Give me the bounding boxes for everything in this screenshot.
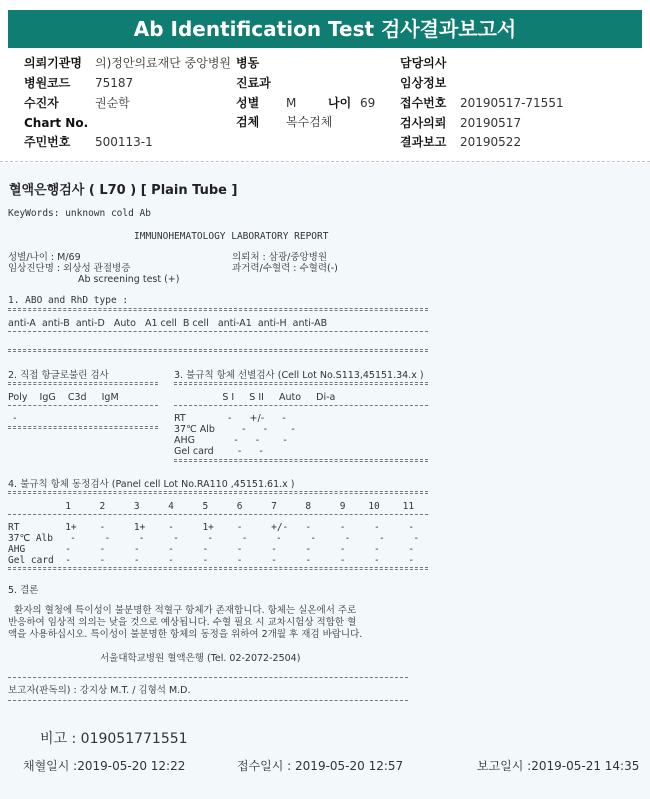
panel-row-gel: Gel card - - - - - - - - - - -: [8, 555, 415, 566]
panel-row-alb: 37℃ Alb - - - - - - - - - - -: [8, 533, 420, 544]
rule: [8, 308, 428, 311]
id-label: 주민번호: [24, 135, 71, 149]
chart-no-label: Chart No.: [24, 116, 89, 130]
reported-time: 보고일시 :2019-05-21 14:35: [477, 759, 640, 773]
institution-value: 의)정안의료재단 중앙병원: [95, 56, 232, 70]
receipt-no-label: 접수번호: [400, 96, 447, 110]
screening-columns: S I S II Auto Di-a: [174, 392, 336, 403]
rule: [8, 700, 408, 701]
reporter: 보고자(판독의) : 강지상 M.T. / 김형석 M.D.: [8, 685, 191, 696]
lab-contact: 서울대학교병원 혈액은행 (Tel. 02-2072-2504): [100, 653, 301, 664]
rule: [8, 349, 428, 352]
diagnosis: 임상진단명 : 외상성 관절병증: [8, 263, 131, 274]
collected-time: 채혈일시 :2019-05-20 12:22: [23, 759, 186, 773]
conclusion-line-1: 환자의 혈청에 특이성이 불분명한 적혈구 항체가 존재합니다. 항체는 실온에서 주로: [8, 605, 357, 616]
screening-row-gel: Gel card - -: [174, 446, 263, 457]
remark: 비고 : 019051771551: [40, 731, 188, 747]
age-label: 나이: [328, 96, 352, 110]
screening-section-title: 3. 불규칙 항체 선별검사 (Cell Lot No.S113,45151.34.x ): [174, 370, 424, 381]
report-body: [0, 163, 650, 799]
panel-section-title: 4. 불규칙 항체 동정검사 (Panel cell Lot No.RA110 ,45151.61.x ): [8, 479, 295, 490]
institution-label: 의뢰기관명: [24, 56, 82, 70]
rule: [174, 405, 428, 406]
patient-label: 수진자: [24, 96, 59, 110]
report-heading: IMMUNOHEMATOLOGY LABORATORY REPORT: [134, 231, 329, 242]
panel-columns: 1 2 3 4 5 6 7 8 9 10 11: [8, 501, 415, 512]
department-label: 진료과: [236, 76, 271, 90]
panel-row-rt: RT 1+ - 1+ - 1+ - +/- - - - -: [8, 522, 415, 533]
request-date-label: 검사의뢰: [400, 116, 447, 130]
header-divider: [0, 161, 650, 162]
specimen-label: 검체: [236, 115, 260, 129]
keywords: KeyWords: unknown cold Ab: [8, 208, 151, 219]
rule: [8, 405, 158, 406]
dat-columns: Poly IgG C3d IgM: [8, 392, 119, 403]
dat-section-title: 2. 직접 항글로불린 검사: [8, 370, 109, 381]
section-title: 혈액은행검사 ( L70 ) [ Plain Tube ]: [9, 183, 238, 198]
abo-columns: anti-A anti-B anti-D Auto A1 cell B cell anti-A1 anti-H anti-AB: [8, 318, 328, 329]
report-date-value: 20190522: [460, 135, 522, 149]
screening-row-alb: 37℃ Alb - - -: [174, 424, 295, 435]
report-title: Ab Identification Test 검사결과보고서: [8, 10, 642, 48]
screening-row-rt: RT - +/- -: [174, 413, 286, 424]
conclusion-line-3: 액을 사용하십시오. 특이성이 불분명한 항체의 동정을 위하여 2개월 후 재검 바랍니다.: [8, 629, 363, 640]
panel-row-ahg: AHG - - - - - - - - - - -: [8, 544, 415, 555]
history: 과거력/수혈력 : 수혈력(-): [232, 263, 338, 274]
requester: 의뢰처 : 삼광/중앙병원: [232, 252, 328, 263]
clinical-info-label: 임상정보: [400, 76, 447, 90]
sex-value: M: [286, 96, 297, 110]
screening-result: Ab screening test (+): [78, 274, 180, 285]
specimen-value: 복수검체: [286, 115, 333, 129]
screening-row-ahg: AHG - - -: [174, 435, 287, 446]
conclusion-title: 5. 결론: [8, 585, 39, 596]
received-time: 접수일시 : 2019-05-20 12:57: [237, 759, 404, 773]
rule: [8, 677, 408, 678]
sex-label: 성별: [236, 96, 260, 110]
patient-value: 권순학: [95, 96, 130, 110]
conclusion-line-2: 반응하여 임상적 의의는 낮을 것으로 예상됩니다. 수혈 필요 시 교차시험상 적합한 혈: [8, 617, 357, 628]
rule: [8, 567, 428, 570]
rule: [174, 382, 428, 385]
rule: [8, 491, 428, 494]
hospital-code-label: 병원코드: [24, 76, 71, 90]
abo-section-title: 1. ABO and RhD type :: [8, 295, 129, 306]
sex-age: 성별/나이 : M/69: [8, 252, 81, 263]
ward-label: 병동: [236, 56, 260, 70]
id-value: 500113-1: [95, 135, 153, 149]
doctor-label: 담당의사: [400, 56, 447, 70]
dat-row: -: [12, 413, 18, 424]
hospital-code-value: 75187: [95, 76, 134, 90]
report-date-label: 결과보고: [400, 135, 447, 149]
rule: [8, 382, 158, 385]
rule: [174, 459, 428, 462]
rule: [8, 331, 428, 332]
rule: [8, 514, 428, 515]
age-value: 69: [360, 96, 376, 110]
request-date-value: 20190517: [460, 116, 522, 130]
rule: [8, 426, 158, 429]
receipt-no-value: 20190517-71551: [460, 96, 564, 110]
